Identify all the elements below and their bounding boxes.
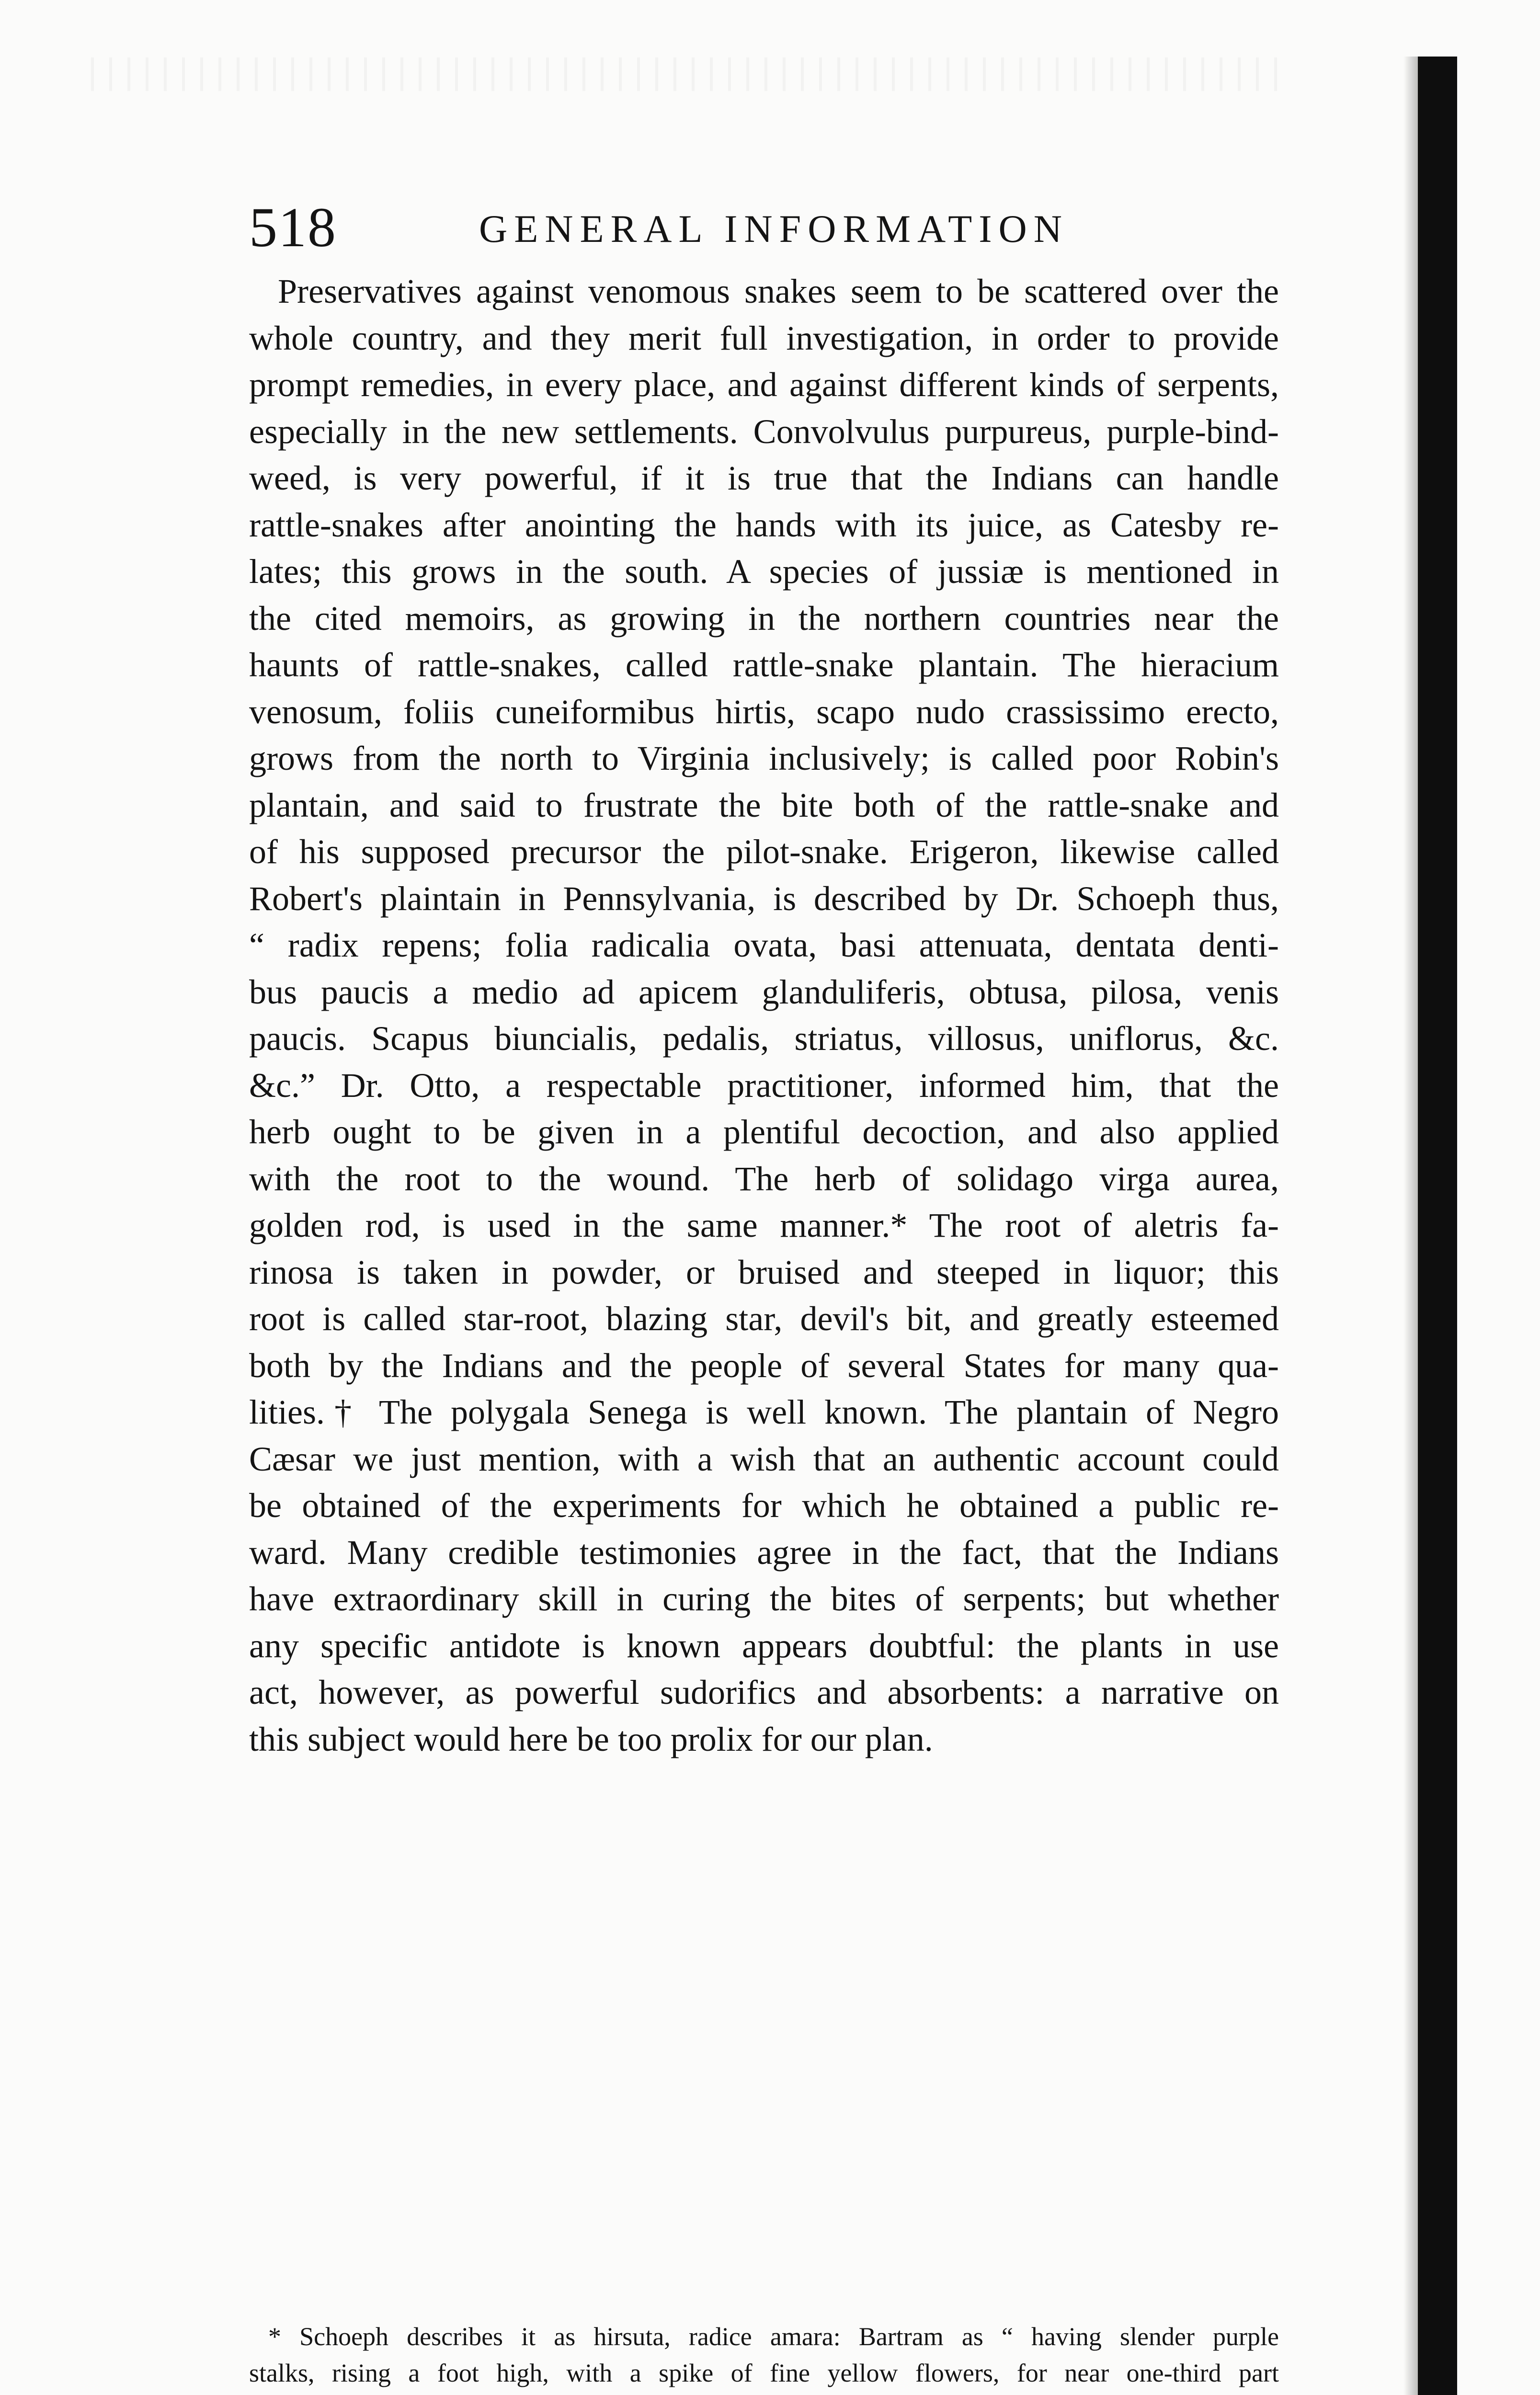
text-line: this subject would here be too prolix for our plan.	[249, 1720, 933, 1758]
text-line: rinosa is taken in powder, or bruised and steeped in liquor; this	[249, 1253, 1279, 1291]
text-line: act, however, as powerful sudorifics and absorbents: a narrative on	[249, 1673, 1279, 1711]
text-line: have extraordinary skill in curing the bites of serpents; but whether	[249, 1580, 1279, 1618]
text-line: ward. Many credible testimonies agree in the fact, that the Indians	[249, 1533, 1279, 1572]
text-line: plantain, and said to frustrate the bite both of the rattle-snake and	[249, 786, 1279, 824]
page-number: 518	[249, 196, 337, 259]
text-line: lates; this grows in the south. A species of jussiæ is mentioned in	[249, 552, 1279, 591]
page-header	[249, 194, 1351, 261]
text-line: grows from the north to Virginia inclusively; is called poor Robin's	[249, 739, 1279, 777]
body-text	[249, 268, 1279, 1763]
text-line: venosum, foliis cuneiformibus hirtis, scapo nudo crassissimo erecto,	[249, 692, 1279, 731]
text-line: &c.” Dr. Otto, a respectable practitioner, informed him, that the	[249, 1066, 1279, 1105]
text-line: herb ought to be given in a plentiful decoction, and also applied	[249, 1113, 1279, 1151]
text-line: Robert's plaintain in Pennsylvania, is described by Dr. Schoeph thus,	[249, 879, 1279, 918]
text-line: root is called star-root, blazing star, devil's bit, and greatly esteemed	[249, 1300, 1279, 1338]
text-line: with the root to the wound. The herb of solidago virga aurea,	[249, 1159, 1279, 1198]
text-line: especially in the new settlements. Convolvulus purpureus, purple-bind-	[249, 412, 1279, 451]
text-line: Cæsar we just mention, with a wish that an authentic account could	[249, 1439, 1279, 1478]
text-line: bus paucis a medio ad apicem glanduliferis, obtusa, pilosa, venis	[249, 972, 1279, 1011]
text-line: paucis. Scapus biuncialis, pedalis, striatus, villosus, uniflorus, &c.	[249, 1019, 1279, 1058]
text-line: of his supposed precursor the pilot-snake. Erigeron, likewise called	[249, 833, 1279, 871]
binding-edge	[1418, 57, 1457, 2395]
scan-noise	[91, 57, 1289, 91]
text-line: prompt remedies, in every place, and against different kinds of serpents,	[249, 365, 1279, 404]
text-line: the cited memoirs, as growing in the northern countries near the	[249, 599, 1279, 638]
text-line: whole country, and they merit full investigation, in order to provide	[249, 319, 1279, 357]
text-line: golden rod, is used in the same manner.* The root of aletris fa-	[249, 1206, 1279, 1244]
footnote-line: stalks, rising a foot high, with a spike of fine yellow flowers, for near one-third part	[249, 2359, 1279, 2387]
text-line: any specific antidote is known appears doubtful: the plants in use	[249, 1626, 1279, 1665]
running-head: GENERAL INFORMATION	[479, 207, 1069, 251]
text-line: both by the Indians and the people of several States for many qua-	[249, 1346, 1279, 1385]
text-line: be obtained of the experiments for which he obtained a public re-	[249, 1486, 1279, 1525]
text-line: “ radix repens; folia radicalia ovata, basi attenuata, dentata denti-	[249, 926, 1279, 964]
text-line: lities.† The polygala Senega is well known. The plantain of Negro	[249, 1393, 1279, 1431]
text-line: haunts of rattle-snakes, called rattle-snake plantain. The hieracium	[249, 646, 1279, 684]
text-line: Preservatives against venomous snakes seem to be scattered over the	[278, 272, 1279, 310]
binding-shadow	[1403, 57, 1418, 2395]
footnotes	[249, 2318, 1279, 2395]
footnote-line: * Schoeph describes it as hirsuta, radice amara: Bartram as “ having slender purple	[268, 2322, 1279, 2351]
text-line: rattle-snakes after anointing the hands with its juice, as Catesby re-	[249, 505, 1279, 544]
footnote-line	[249, 2391, 1279, 2395]
text-line: weed, is very powerful, if it is true that the Indians can handle	[249, 459, 1279, 497]
